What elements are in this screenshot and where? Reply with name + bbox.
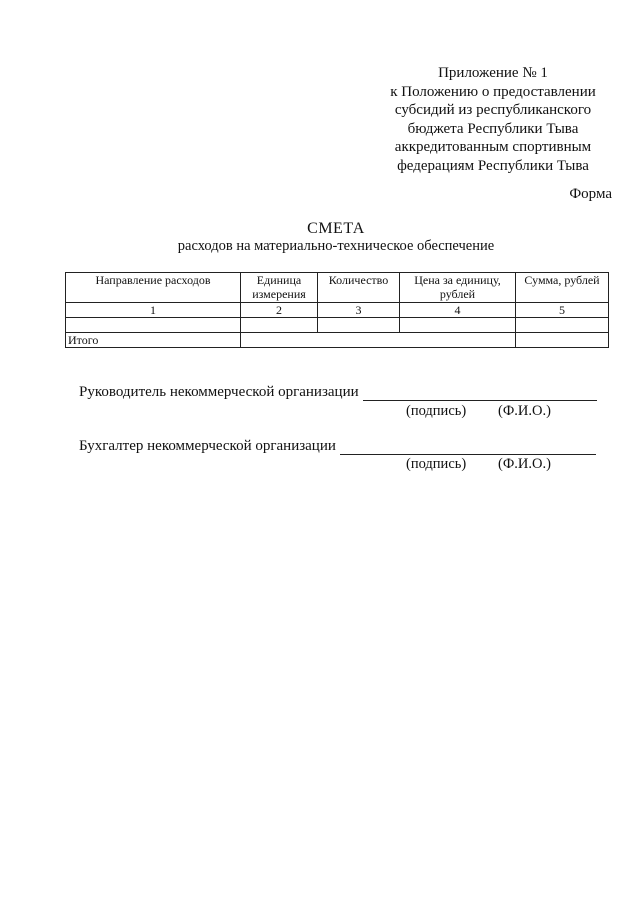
table-header-row: [66, 273, 609, 303]
table-cell: [516, 318, 609, 333]
table-row: [66, 318, 609, 333]
header-unit-price: Цена за единицу, рублей: [400, 273, 516, 303]
header-sum: Сумма, рублей: [516, 273, 609, 303]
appendix-line: к Положению о предоставлении: [390, 83, 596, 100]
document-subtitle: расходов на материально-техническое обеспечение: [177, 238, 495, 254]
accountant-signature-line: [340, 440, 596, 455]
column-number: 4: [400, 303, 516, 318]
header-unit: Единица измерения: [241, 273, 318, 303]
head-signature-row: [79, 384, 597, 401]
appendix-line: Приложение № 1: [438, 65, 548, 81]
column-number: 2: [241, 303, 318, 318]
column-number: 3: [318, 303, 400, 318]
estimate-table: [65, 272, 609, 348]
accountant-signature-row: [79, 438, 596, 455]
head-signature-line: [363, 386, 597, 401]
table-cell: [318, 318, 400, 333]
table-cell: [66, 318, 241, 333]
head-signature-label: Руководитель некоммерческой организации: [79, 384, 359, 400]
appendix-line: бюджета Республики Тыва: [407, 120, 579, 137]
total-sum-cell: [516, 333, 609, 348]
table-cell: [241, 318, 318, 333]
accountant-signature-hint: (подпись): [406, 456, 467, 472]
form-label: Форма: [569, 186, 612, 202]
table-total-row: [66, 333, 609, 348]
document-title: СМЕТА: [307, 220, 365, 237]
column-number: 5: [516, 303, 609, 318]
appendix-line: федерациям Республики Тыва: [397, 157, 589, 174]
appendix-line: субсидий из республиканского: [394, 102, 592, 119]
header-direction: Направление расходов: [66, 273, 241, 303]
table-cell: [400, 318, 516, 333]
appendix-block: [358, 64, 628, 176]
appendix-line: аккредитованным спортивным: [394, 139, 592, 156]
column-number: 1: [66, 303, 241, 318]
total-label: Итого: [66, 333, 241, 348]
table-number-row: [66, 303, 609, 318]
accountant-name-hint: (Ф.И.О.): [498, 456, 551, 472]
head-name-hint: (Ф.И.О.): [498, 403, 551, 419]
table-cell: [241, 333, 516, 348]
accountant-signature-label: Бухгалтер некоммерческой организации: [79, 438, 336, 454]
head-signature-hint: (подпись): [406, 403, 467, 419]
header-quantity: Количество: [318, 273, 400, 303]
